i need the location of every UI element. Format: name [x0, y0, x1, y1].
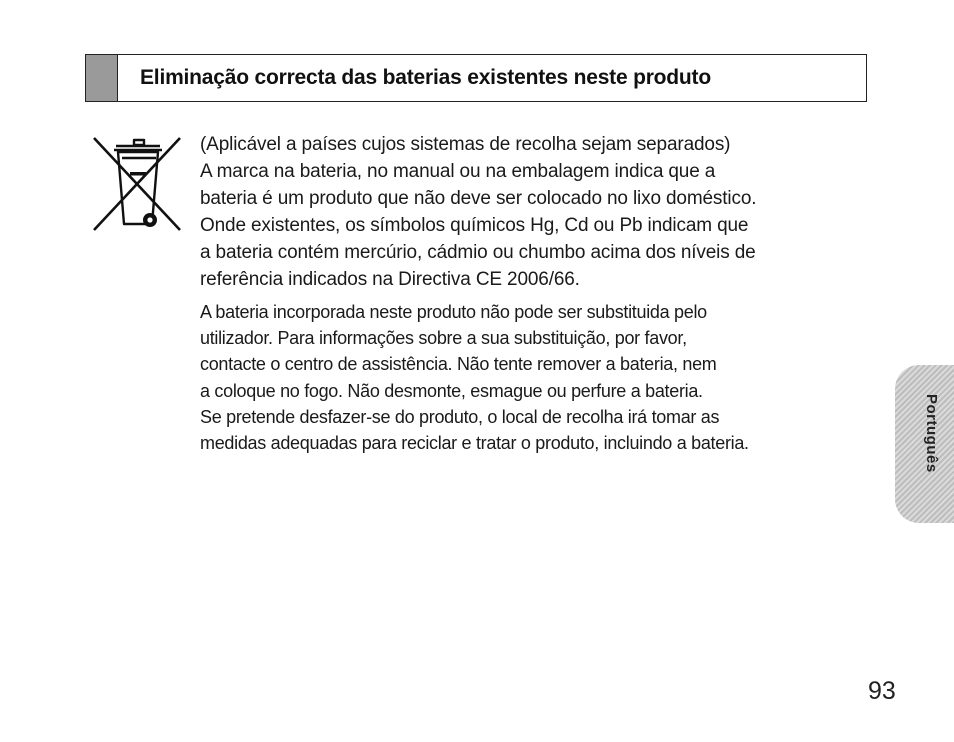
language-tab-label: Português — [923, 394, 940, 473]
battery-disposal-paragraph — [200, 131, 756, 293]
text-line: A bateria incorporada neste produto não pode ser substituida pelo — [200, 302, 707, 322]
text-line: Onde existentes, os símbolos químicos Hg, Cd ou Pb indicam que — [200, 215, 749, 236]
text-line: utilizador. Para informações sobre a sua substituição, por favor, — [200, 328, 687, 349]
text-line: a bateria contém mercúrio, cádmio ou chumbo acima dos níveis de — [200, 242, 756, 263]
text-line: A marca na bateria, no manual ou na embalagem indica que a — [200, 161, 716, 182]
section-title: Eliminação correcta das baterias existentes neste produto — [140, 66, 711, 89]
built-in-battery-paragraph — [200, 299, 749, 456]
text-line: medidas adequadas para reciclar e tratar o produto, incluindo a bateria. — [200, 433, 749, 454]
text-line: bateria é um produto que não deve ser colocado no lixo doméstico. — [200, 188, 757, 209]
crossed-out-wheelie-bin-icon — [90, 132, 186, 236]
title-marker — [86, 55, 118, 101]
text-line: Se pretende desfazer-se do produto, o local de recolha irá tomar as — [200, 406, 720, 427]
text-line: a coloque no fogo. Não desmonte, esmague ou perfure a bateria. — [200, 380, 703, 401]
text-line: (Aplicável a países cujos sistemas de recolha sejam separados) — [200, 134, 731, 155]
text-line: contacte o centro de assistência. Não tente remover a bateria, nem — [200, 354, 717, 375]
section-title-box — [85, 54, 867, 102]
page-number: 93 — [868, 677, 896, 705]
text-line: referência indicados na Directiva CE 2006/66. — [200, 269, 580, 290]
